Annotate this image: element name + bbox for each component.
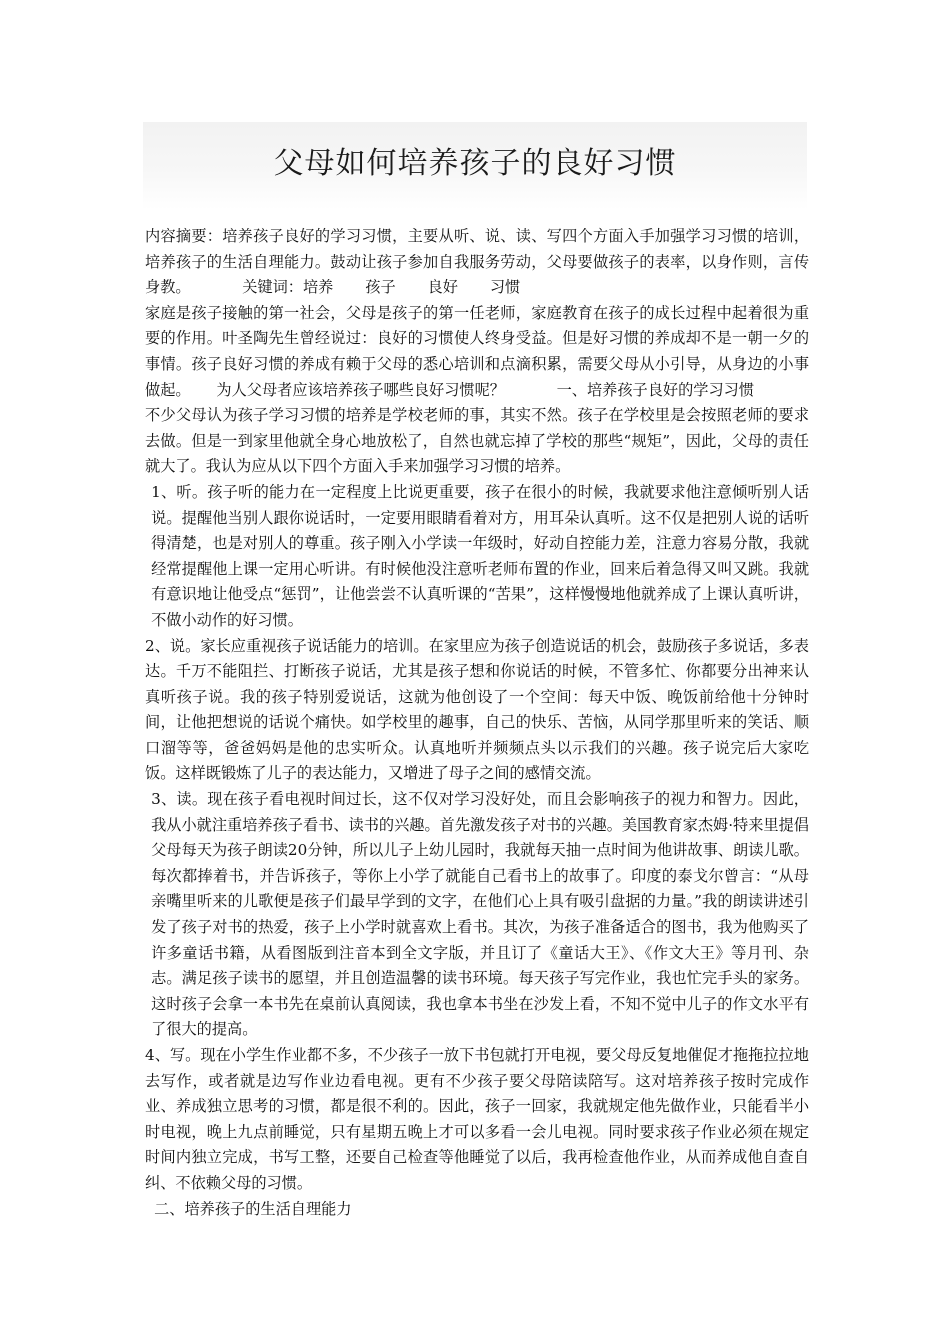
section-heading: 一、培养孩子良好的学习习惯 [556,380,755,399]
keywords-label: 关键词： [242,278,303,297]
document-title: 父母如何培养孩子的良好习惯 [273,146,677,181]
abstract-paragraph [145,224,809,301]
document-body [145,224,809,1222]
write-paragraph: 4、写。现在小学生作业都不多，不少孩子一放下书包就打开电视，要父母反复地催促才拖拖拉拉地去写作，或者就是边写作业边看电视。更有不少孩子要父母陪读陪写。这对培养孩子按时完成作业、养成独立思考的习惯，都是很不利的。因此，孩子一回家，我就规定他先做作业，只能看半小时电视，晚上九点前睡觉，只有星期五晚上才可以多看一会儿电视。同时要求孩子作业必须在规定时间内独立完成，书写工整，还要自己检查等他睡觉了以后，我再检查他作业，从而养成他自查自纠、不依赖父母的习惯。 [145,1046,809,1192]
question-text: 为人父母者应该培养孩子哪些良好习惯呢？ [216,380,505,399]
keyword: 习惯 [489,278,521,297]
keyword: 孩子 [365,278,396,297]
keyword: 培养 [302,278,334,297]
section1-intro-paragraph: 不少父母认为孩子学习习惯的培养是学校老师的事，其实不然。孩子在学校里是会按照老师的要求去做。但是一到家里他就全身心地放松了，自然也就忘掉了学校的那些“规矩”，因此，父母的责任就大了。我认为应从以下四个方面入手来加强学习习惯的培养。 [145,406,809,476]
abstract-text: 内容摘要：培养孩子良好的学习习惯，主要从听、说、读、写四个方面入手加强学习习惯的培训，培养孩子的生活自理能力。鼓动让孩子参加自我服务劳动，父母要做孩子的表率，以身作则，言传身教。 [145,227,809,297]
intro-text: 家庭是孩子接触的第一社会，父母是孩子的第一任老师，家庭教育在孩子的成长过程中起着很为重要的作用。叶圣陶先生曾经说过：良好的习惯使人终身受益。但是好习惯的养成却不是一朝一夕的事情。孩子良好习惯的养成有赖于父母的悉心培训和点滴积累，需要父母从小引导，从身边的小事做起。 [145,303,809,399]
intro-paragraph [145,301,809,403]
read-paragraph: 3、读。现在孩子看电视时间过长，这不仅对学习没好处，而且会影响孩子的视力和智力。因此，我从小就注重培养孩子看书、读书的兴趣。首先激发孩子对书的兴趣。美国教育家杰姆·特来里提倡父母每天为孩子朗读20分钟，所以儿子上幼儿园时，我就每天抽一点时间为他讲故事、朗读儿歌。每次都捧着书，并告诉孩子，等你上小学了就能自己看书上的故事了。印度的泰戈尔曾言：“从母亲嘴里听来的儿歌便是孩子们最早学到的文字，在他们心上具有吸引盘据的力量。”我的朗读讲述引发了孩子对书的热爱，孩子上小学时就喜欢上看书。其次，为孩子准备适合的图书，我为他购买了许多童话书籍，从看图版到注音本到全文字版，并且订了《童话大王》、《作文大王》等月刊、杂志。满足孩子读书的愿望，并且创造温馨的读书环境。每天孩子写完作业，我也忙完手头的家务。这时孩子会拿一本书先在桌前认真阅读，我也拿本书坐在沙发上看，不知不觉中儿子的作文水平有了很大的提高。 [151,790,809,1039]
listen-paragraph: 1、听。孩子听的能力在一定程度上比说更重要，孩子在很小的时候，我就要求他注意倾听别人话说。提醒他当别人跟你说话时，一定要用眼睛看着对方，用耳朵认真听。这不仅是把别人说的话听得清楚，也是对别人的尊重。孩子刚入小学读一年级时，好动自控能力差，注意力容易分散，我就经常提醒他上课一定用心听讲。有时候他没注意听老师布置的作业，回来后着急得又叫又跳。我就有意识地让他受点“惩罚”，让他尝尝不认真听课的“苦果”，这样慢慢地他就养成了上课认真听讲，不做小动作的好习惯。 [151,482,809,629]
speak-paragraph: 2、说。家长应重视孩子说话能力的培训。在家里应为孩子创造说话的机会，鼓励孩子多说话，多表达。千万不能阻拦、打断孩子说话，尤其是孩子想和你说话的时候，不管多忙、你都要分出神来认真听孩子说。我的孩子特别爱说话，这就为他创设了一个空间：每天中饭、晚饭前给他十分钟时间，让他把想说的话说个痛快。如学校里的趣事，自己的快乐、苦恼，从同学那里听来的笑话、顺口溜等等，爸爸妈妈是他的忠实听众。认真地听并频频点头以示我们的兴趣。孩子说完后大家吃饭。这样既锻炼了儿子的表达能力，又增进了母子之间的感情交流。 [145,636,809,783]
title-band [143,122,807,210]
keyword: 良好 [427,278,458,297]
section-heading: 二、培养孩子的生活自理能力 [154,1199,352,1218]
